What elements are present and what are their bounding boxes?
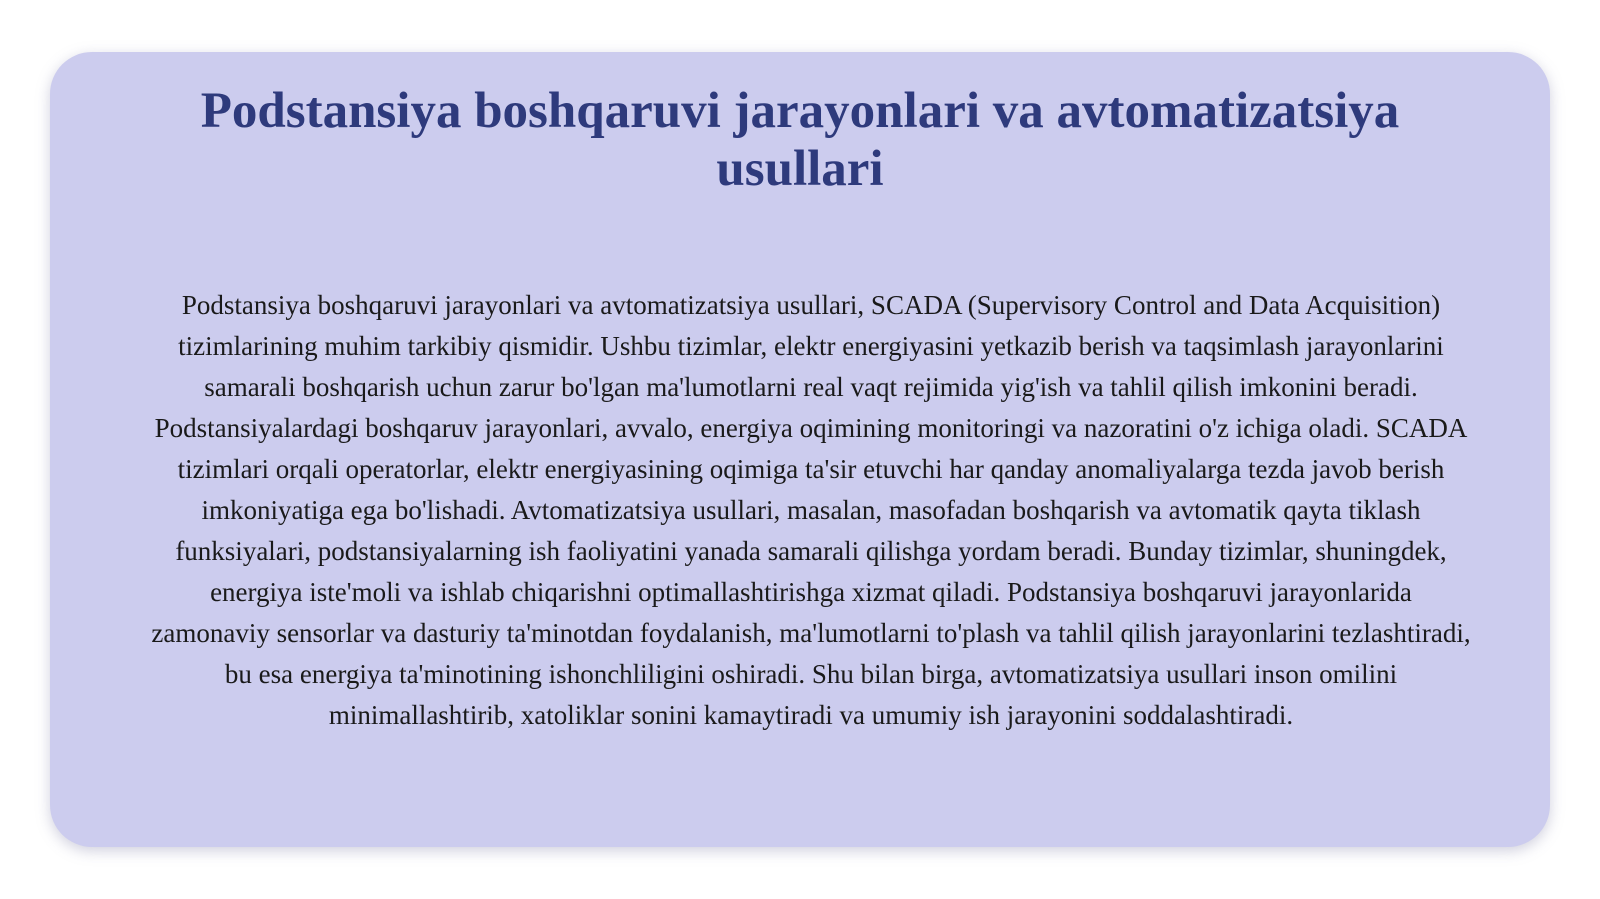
slide-title: Podstansiya boshqaruvi jarayonlari va avtomatizatsiya usullari [200,83,1400,197]
content-card [50,52,1550,847]
slide-body-text: Podstansiya boshqaruvi jarayonlari va avtomatizatsiya usullari, SCADA (Supervisory Control and Data Acquisition) tizimlarining muhim tarkibiy qismidir. Ushbu tizimlar, elektr energiyasini yetkazib berish va taqsimlash jarayonlarini samarali boshqarish uchun zarur bo'lgan ma'lumotlarni real vaqt rejimida yig'ish va tahlil qilish imkonini beradi. Podstansiyalardagi boshqaruv jarayonlari, avvalo, energiya oqimining monitoringi va nazoratini o'z ichiga oladi. SCADA tizimlari orqali operatorlar, elektr energiyasining oqimiga ta'sir etuvchi har qanday anomaliyalarga tezda javob berish imkoniyatiga ega bo'lishadi. Avtomatizatsiya usullari, masalan, masofadan boshqarish va avtomatik qayta tiklash funksiyalari, podstansiyalarning ish faoliyatini yanada samarali qilishga yordam beradi. Bunday tizimlar, shuningdek, energiya iste'moli va ishlab chiqarishni optimallashtirishga xizmat qiladi. Podstansiya boshqaruvi jarayonlarida zamonaviy sensorlar va dasturiy ta'minotdan foydalanish, ma'lumotlarni to'plash va tahlil qilish jarayonlarini tezlashtiradi, bu esa energiya ta'minotining ishonchliligini oshiradi. Shu bilan birga, avtomatizatsiya usullari inson omilini minimallashtirib, xatoliklar sonini kamaytiradi va umumiy ish jarayonini soddalashtiradi. [151,290,1471,730]
